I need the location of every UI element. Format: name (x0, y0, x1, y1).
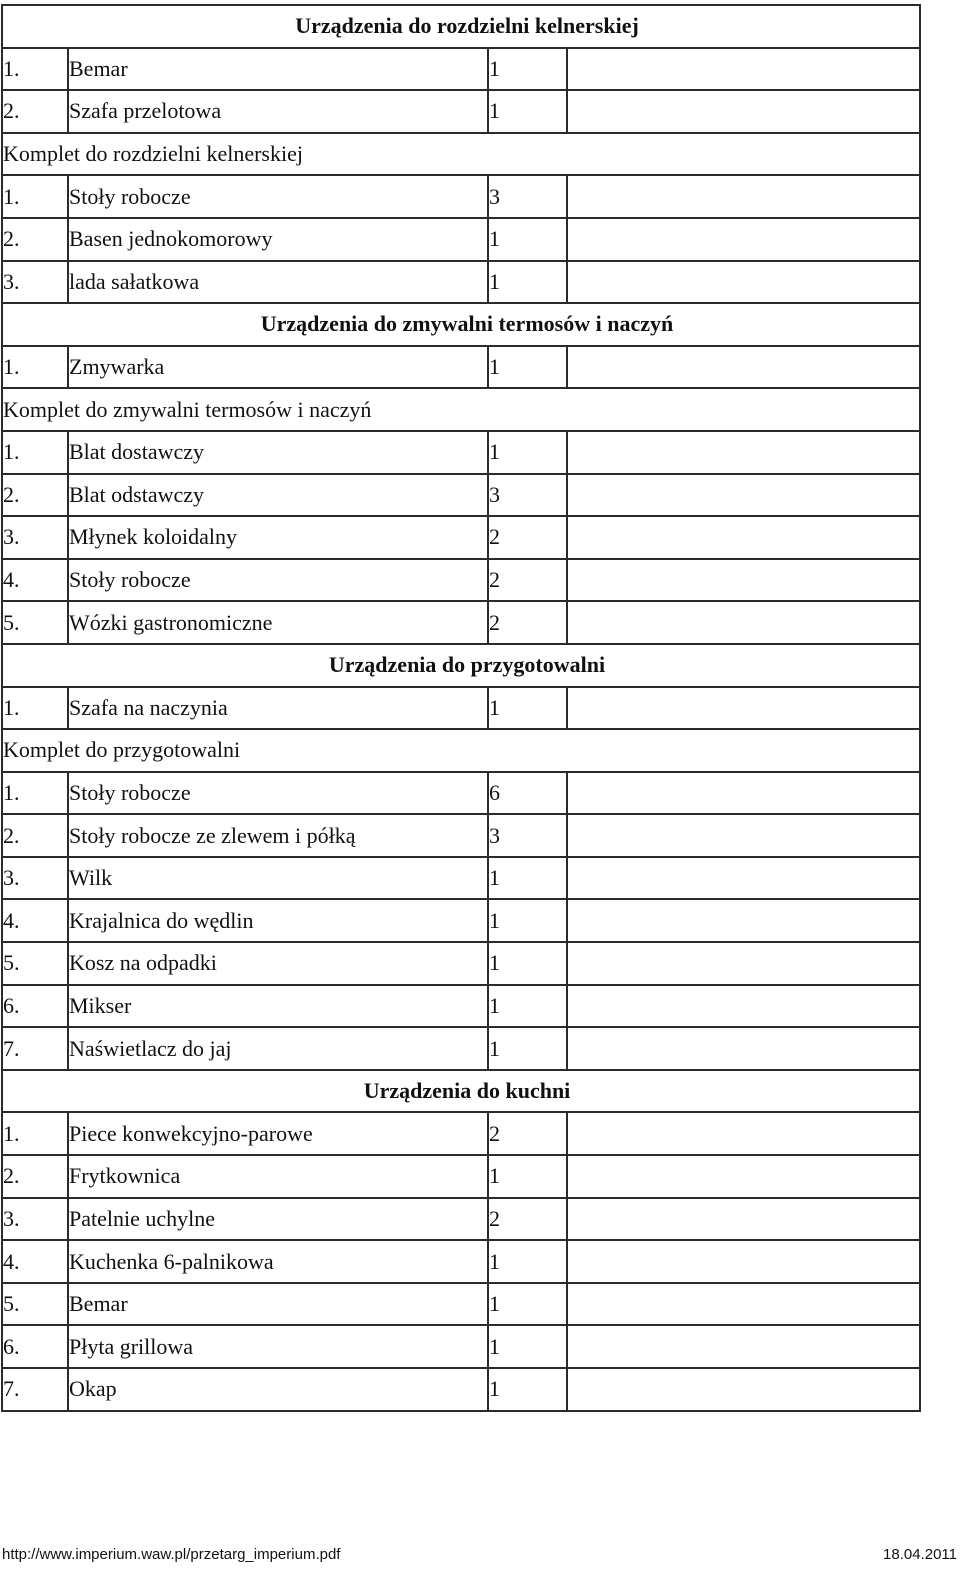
item-number: 5. (2, 601, 68, 644)
equipment-table (1, 4, 921, 1412)
item-name: Młynek koloidalny (68, 516, 488, 559)
item-name: Blat odstawczy (68, 474, 488, 517)
subheader-title: Komplet do przygotowalni (2, 729, 920, 772)
item-notes-cell (567, 431, 920, 474)
table-row (2, 1155, 920, 1198)
item-name: Okap (68, 1368, 488, 1411)
item-number: 5. (2, 942, 68, 985)
item-quantity: 1 (488, 1155, 567, 1198)
table-row (2, 857, 920, 900)
item-number: 4. (2, 1240, 68, 1283)
item-quantity: 2 (488, 1198, 567, 1241)
footer-date: 18.04.2011 (883, 1546, 957, 1563)
table-row (2, 942, 920, 985)
item-number: 3. (2, 261, 68, 304)
item-notes-cell (567, 1325, 920, 1368)
item-quantity: 6 (488, 772, 567, 815)
item-number: 2. (2, 218, 68, 261)
section-title-cell (2, 644, 920, 687)
item-number: 2. (2, 814, 68, 857)
item-notes-cell (567, 218, 920, 261)
item-name: Stoły robocze (68, 772, 488, 815)
item-number: 7. (2, 1368, 68, 1411)
item-name: Bemar (68, 1283, 488, 1326)
table-row (2, 1283, 920, 1326)
item-name: Kosz na odpadki (68, 942, 488, 985)
item-number: 6. (2, 1325, 68, 1368)
table-row (2, 1027, 920, 1070)
item-quantity: 1 (488, 1325, 567, 1368)
item-number: 3. (2, 857, 68, 900)
item-notes-cell (567, 261, 920, 304)
item-number: 7. (2, 1027, 68, 1070)
item-name: Płyta grillowa (68, 1325, 488, 1368)
item-quantity: 2 (488, 559, 567, 602)
equipment-table-body (2, 5, 920, 1411)
table-row (2, 559, 920, 602)
item-quantity: 1 (488, 899, 567, 942)
item-number: 3. (2, 516, 68, 559)
item-notes-cell (567, 1198, 920, 1241)
table-row (2, 601, 920, 644)
table-row (2, 474, 920, 517)
item-number: 2. (2, 474, 68, 517)
subheader-row (2, 133, 920, 176)
item-notes-cell (567, 942, 920, 985)
item-name: Stoły robocze (68, 175, 488, 218)
item-name: Szafa na naczynia (68, 687, 488, 730)
item-notes-cell (567, 175, 920, 218)
item-name: Krajalnica do wędlin (68, 899, 488, 942)
item-name: Kuchenka 6-palnikowa (68, 1240, 488, 1283)
section-header-row (2, 644, 920, 687)
item-number: 4. (2, 899, 68, 942)
table-row (2, 687, 920, 730)
item-name: Wilk (68, 857, 488, 900)
table-row (2, 1240, 920, 1283)
item-notes-cell (567, 985, 920, 1028)
table-row (2, 346, 920, 389)
item-number: 5. (2, 1283, 68, 1326)
table-row (2, 1325, 920, 1368)
item-notes-cell (567, 346, 920, 389)
item-quantity: 1 (488, 687, 567, 730)
item-name: Stoły robocze (68, 559, 488, 602)
item-name: Patelnie uchylne (68, 1198, 488, 1241)
item-quantity: 1 (488, 1283, 567, 1326)
item-number: 1. (2, 687, 68, 730)
item-name: Mikser (68, 985, 488, 1028)
item-notes-cell (567, 899, 920, 942)
table-row (2, 1368, 920, 1411)
item-name: lada sałatkowa (68, 261, 488, 304)
section-header-row (2, 303, 920, 346)
item-name: Naświetlacz do jaj (68, 1027, 488, 1070)
item-name: Basen jednokomorowy (68, 218, 488, 261)
item-number: 1. (2, 431, 68, 474)
item-number: 1. (2, 175, 68, 218)
table-row (2, 218, 920, 261)
item-number: 1. (2, 346, 68, 389)
section-title: Urządzenia do rozdzielni kelnerskiej (295, 13, 639, 39)
item-number: 2. (2, 1155, 68, 1198)
item-quantity: 3 (488, 814, 567, 857)
item-number: 1. (2, 48, 68, 91)
subheader-row (2, 729, 920, 772)
table-row (2, 516, 920, 559)
item-notes-cell (567, 601, 920, 644)
item-notes-cell (567, 474, 920, 517)
table-row (2, 1198, 920, 1241)
item-quantity: 1 (488, 90, 567, 133)
item-quantity: 1 (488, 942, 567, 985)
item-quantity: 1 (488, 985, 567, 1028)
table-row (2, 261, 920, 304)
table-row (2, 772, 920, 815)
item-notes-cell (567, 1112, 920, 1155)
table-row (2, 175, 920, 218)
item-notes-cell (567, 1027, 920, 1070)
item-number: 1. (2, 1112, 68, 1155)
section-title: Urządzenia do zmywalni termosów i naczyń (260, 311, 674, 337)
item-number: 3. (2, 1198, 68, 1241)
item-number: 1. (2, 772, 68, 815)
section-title-cell (2, 303, 920, 346)
item-quantity: 1 (488, 1240, 567, 1283)
item-quantity: 1 (488, 48, 567, 91)
item-notes-cell (567, 772, 920, 815)
item-quantity: 3 (488, 175, 567, 218)
subheader-title: Komplet do rozdzielni kelnerskiej (2, 133, 920, 176)
section-header-row (2, 5, 920, 48)
item-name: Frytkownica (68, 1155, 488, 1198)
table-row (2, 985, 920, 1028)
item-notes-cell (567, 1240, 920, 1283)
table-row (2, 899, 920, 942)
item-name: Szafa przelotowa (68, 90, 488, 133)
section-title: Urządzenia do kuchni (363, 1078, 571, 1104)
item-quantity: 2 (488, 601, 567, 644)
item-name: Blat dostawczy (68, 431, 488, 474)
item-notes-cell (567, 814, 920, 857)
item-quantity: 1 (488, 1027, 567, 1070)
item-notes-cell (567, 48, 920, 91)
item-quantity: 3 (488, 474, 567, 517)
item-name: Zmywarka (68, 346, 488, 389)
item-quantity: 1 (488, 857, 567, 900)
item-number: 4. (2, 559, 68, 602)
table-row (2, 48, 920, 91)
item-quantity: 1 (488, 261, 567, 304)
item-notes-cell (567, 516, 920, 559)
table-row (2, 90, 920, 133)
table-row (2, 814, 920, 857)
section-title: Urządzenia do przygotowalni (328, 652, 606, 678)
item-number: 2. (2, 90, 68, 133)
section-title-cell (2, 5, 920, 48)
table-row (2, 1112, 920, 1155)
item-number: 6. (2, 985, 68, 1028)
item-name: Stoły robocze ze zlewem i półką (68, 814, 488, 857)
item-notes-cell (567, 1283, 920, 1326)
item-notes-cell (567, 857, 920, 900)
item-notes-cell (567, 90, 920, 133)
item-notes-cell (567, 1368, 920, 1411)
item-quantity: 2 (488, 516, 567, 559)
item-quantity: 2 (488, 1112, 567, 1155)
table-row (2, 431, 920, 474)
item-name: Wózki gastronomiczne (68, 601, 488, 644)
item-notes-cell (567, 559, 920, 602)
item-name: Bemar (68, 48, 488, 91)
section-header-row (2, 1070, 920, 1113)
subheader-title: Komplet do zmywalni termosów i naczyń (2, 388, 920, 431)
item-quantity: 1 (488, 431, 567, 474)
item-notes-cell (567, 1155, 920, 1198)
item-name: Piece konwekcyjno-parowe (68, 1112, 488, 1155)
item-quantity: 1 (488, 346, 567, 389)
subheader-row (2, 388, 920, 431)
item-notes-cell (567, 687, 920, 730)
section-title-cell (2, 1070, 920, 1113)
footer-url: http://www.imperium.waw.pl/przetarg_imperium.pdf (2, 1546, 341, 1563)
item-quantity: 1 (488, 218, 567, 261)
item-quantity: 1 (488, 1368, 567, 1411)
